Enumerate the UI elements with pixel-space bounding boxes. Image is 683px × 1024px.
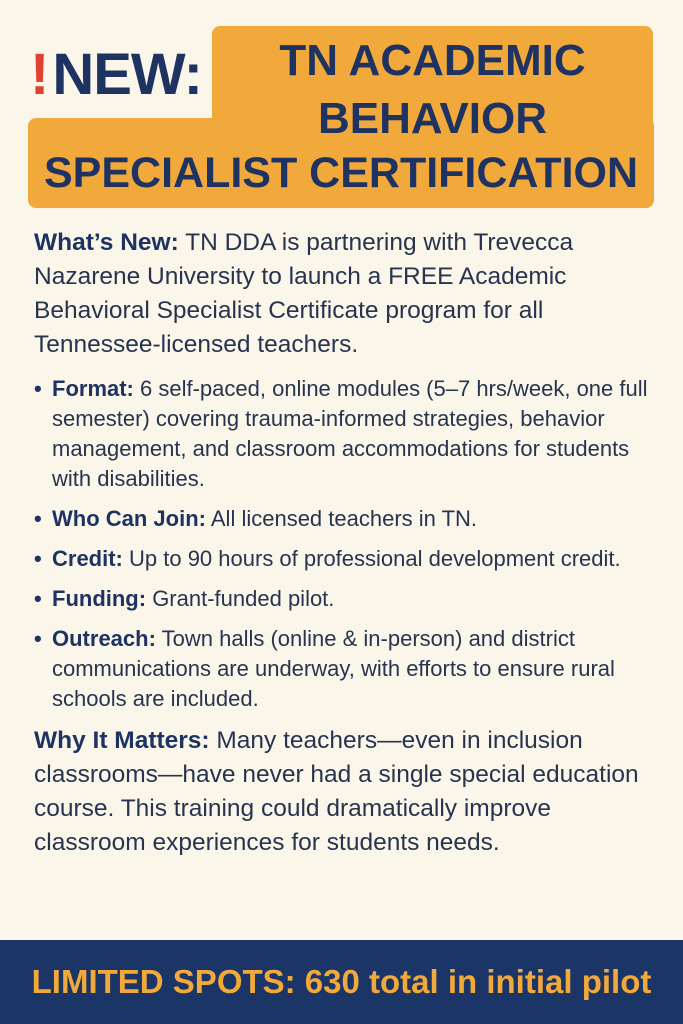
list-item-text: Town halls (online & in-person) and district communications are underway, with efforts to ensure rural schools are included. <box>52 626 615 711</box>
whats-new-lead: What’s New: <box>34 229 179 256</box>
new-text: NEW: <box>52 41 202 107</box>
title-line-2: BEHAVIOR <box>318 94 547 143</box>
header-banner <box>0 0 683 215</box>
new-label <box>30 34 202 114</box>
list-item-text: Grant-funded pilot. <box>146 586 335 611</box>
list-item-text: All licensed teachers in TN. <box>205 506 478 531</box>
list-item-funding <box>34 584 654 614</box>
why-it-matters-lead: Why It Matters: <box>34 727 210 754</box>
list-item-format <box>34 374 654 494</box>
bullet-icon: • <box>34 586 42 611</box>
list-item-label: Outreach: <box>52 626 156 651</box>
whats-new-paragraph <box>34 226 654 362</box>
list-item-who-can-join <box>34 504 654 534</box>
list-item-label: Funding: <box>52 586 147 611</box>
whats-new-text: TN DDA is partnering with Trevecca Nazarene University to launch a FREE Academic Behavioral Specialist Certificate program for all Tennessee-licensed teachers. <box>34 229 574 358</box>
title-line-1: TN ACADEMIC <box>279 36 586 85</box>
list-item-text: 6 self-paced, online modules (5–7 hrs/week, one full semester) covering trauma-informed strategies, behavior management, and classroom accommodations for students with disabilities. <box>52 376 648 491</box>
list-item-credit <box>34 544 654 574</box>
limited-spots-text: LIMITED SPOTS: 630 total in initial pilot <box>31 963 652 1000</box>
list-item-label: Credit: <box>52 546 123 571</box>
list-item-label: Format: <box>52 376 134 401</box>
bullet-icon: • <box>34 376 42 401</box>
list-item-label: Who Can Join: <box>52 506 206 531</box>
exclamation-icon: ! <box>30 41 49 107</box>
bullet-icon: • <box>34 506 42 531</box>
bullet-icon: • <box>34 546 42 571</box>
why-it-matters-text: Many teachers—even in inclusion classrooms—have never had a single special education course. This training could dramatically improve classroom experiences for students needs. <box>34 727 639 856</box>
list-item-text: Up to 90 hours of professional development credit. <box>122 546 621 571</box>
footer-banner <box>0 940 683 1024</box>
title-line-3: SPECIALIST CERTIFICATION <box>43 149 639 197</box>
why-it-matters-paragraph <box>34 724 654 860</box>
list-item-outreach <box>34 624 654 714</box>
bullet-icon: • <box>34 626 42 651</box>
details-list <box>34 374 654 714</box>
main-content <box>34 226 654 860</box>
